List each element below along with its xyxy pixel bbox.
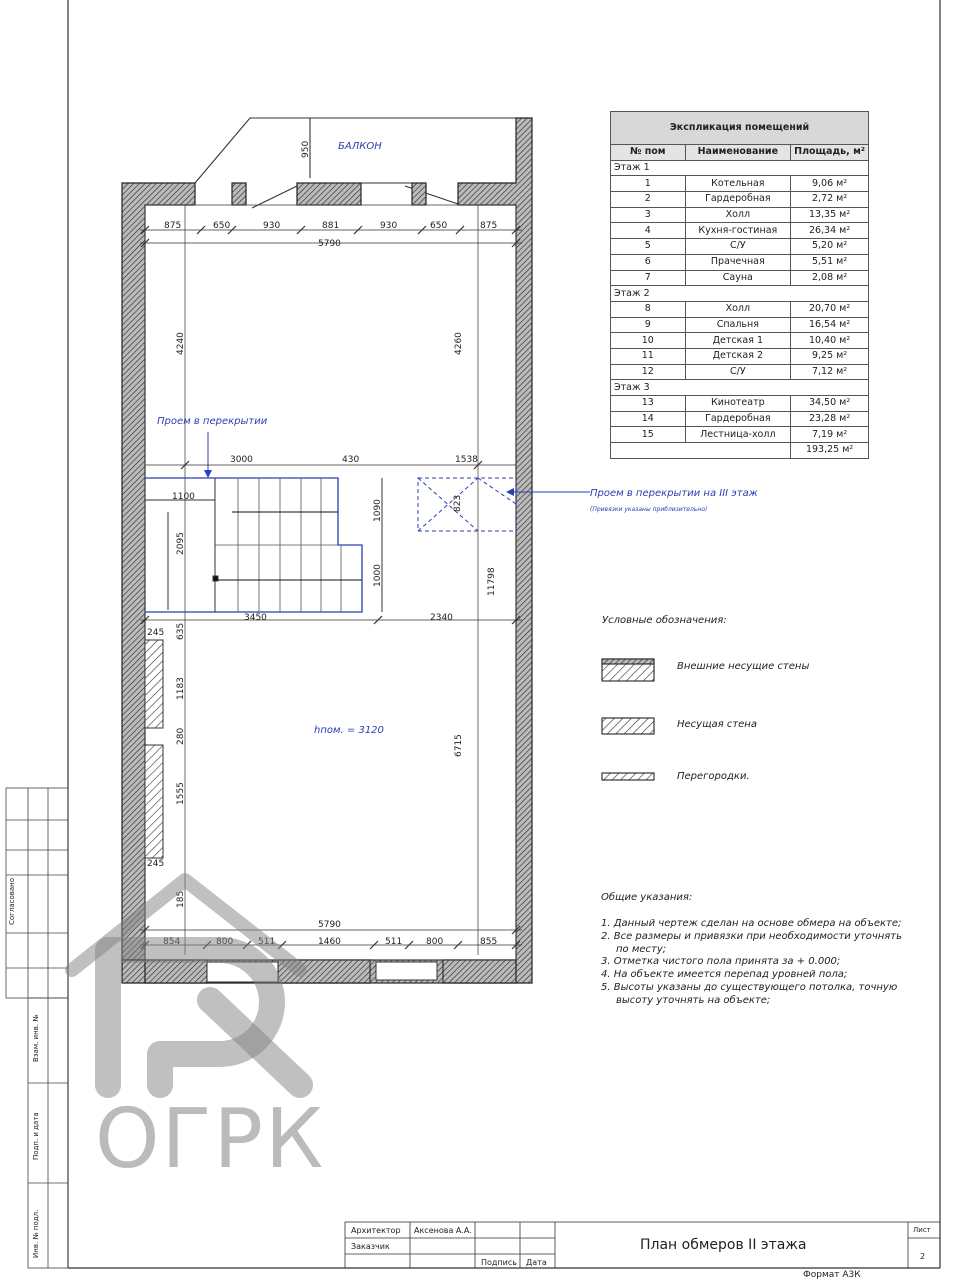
room-area: 20,70 м² [791,301,869,317]
legend-bearing-wall: Несущая стена [677,719,757,730]
room-number: 10 [611,333,686,349]
room-name: Спальня [685,317,791,333]
room-area: 10,40 м² [791,333,869,349]
dim-left-lower-2: 635 [176,622,186,640]
room-name: С/У [685,239,791,255]
legend-partitions: Перегородки. [677,771,750,782]
dim-right-lower: 6715 [454,734,464,757]
dim-bottom-total: 5790 [318,920,341,930]
dim-stair-offset: 430 [342,455,360,465]
dim-bottom-4: 1460 [318,937,341,947]
room-name: Сауна [685,270,791,286]
dim-top-total: 5790 [318,239,341,249]
dim-top-1: 875 [164,221,182,231]
room-name: Гардеробная [685,411,791,427]
left-wall-niches [145,640,163,858]
room-name: Прачечная [685,254,791,270]
architect-role: Архитектор [351,1226,401,1235]
room-number: 2 [611,192,686,208]
dim-bottom-7: 855 [480,937,498,947]
room-number: 11 [611,348,686,364]
room-outline [145,205,516,960]
dim-left-lower-6: 245 [147,859,165,869]
balcony-depth: 950 [301,140,311,158]
col-area-header: Площадь, м² [791,145,869,161]
legend-exterior-walls: Внешние несущие стены [677,661,810,672]
stamp-sign-date: Подп. и дата [32,1112,40,1160]
watermark-text: ОГРК [95,1092,326,1187]
room-name: Детская 1 [685,333,791,349]
sheet-format: Формат А3К [803,1270,861,1280]
room-row [611,223,869,239]
dim-right-total: 11798 [487,567,497,596]
dim-opening3-height: 823 [453,494,463,512]
room-number: 15 [611,427,686,443]
notes-title: Общие указания: [601,892,693,903]
room-area: 9,25 м² [791,348,869,364]
dim-top-5: 930 [380,221,398,231]
floor-row [611,380,869,396]
dim-bottom-3: 511 [258,937,276,947]
room-number: 1 [611,176,686,192]
note-item: 2. Все размеры и привязки при необходимости уточнять [601,930,903,942]
room-name: Лестница-холл [685,427,791,443]
legend-swatches [602,659,654,780]
room-row [611,411,869,427]
dim-top-3: 930 [263,221,281,231]
dim-bottom-right: 2340 [430,613,453,623]
room-row [611,176,869,192]
opening-label: Проем в перекрытии [157,416,268,427]
room-area: 34,50 м² [791,396,869,412]
room-area: 23,28 м² [791,411,869,427]
room-name: Котельная [685,176,791,192]
room-name: С/У [685,364,791,380]
top-dimensions [164,221,497,249]
dim-bottom-2: 800 [216,937,234,947]
floor-row [611,160,869,176]
room-row [611,270,869,286]
room-row [611,192,869,208]
stamp-agreed: Согласовано [8,877,16,925]
dim-bottom-5: 511 [385,937,403,947]
room-height-label: hпом. = 3120 [314,725,384,736]
dim-left-lower-1: 245 [147,628,165,638]
room-name: Детская 2 [685,348,791,364]
opening3-note: (Привязки указаны приблизительно) [590,506,708,513]
dim-landing: 1100 [172,492,195,502]
dim-bottom-1: 854 [163,937,181,947]
room-row [611,333,869,349]
room-number: 3 [611,207,686,223]
room-row [611,207,869,223]
note-item: высоту уточнять на объекте; [616,994,771,1006]
room-area: 16,54 м² [791,317,869,333]
dim-stair-length: 2095 [176,532,186,555]
dim-bottom-6: 800 [426,937,444,947]
room-name: Кухня-гостиная [685,223,791,239]
dim-opening3-top: 1538 [455,455,478,465]
total-row [611,443,869,459]
room-row [611,239,869,255]
room-number: 8 [611,301,686,317]
room-row [611,254,869,270]
note-item: по месту; [616,943,667,955]
room-row [611,396,869,412]
dim-flight-1: 1090 [373,499,383,522]
note-item: 1. Данный чертеж сделан на основе обмера на объекте; [601,918,902,929]
room-number: 12 [611,364,686,380]
dim-left-lower-5: 1555 [176,782,186,805]
col-number-header: № пом [611,145,686,161]
room-number: 7 [611,270,686,286]
stamp-replacement-inv: Взам. инв. № [32,1014,40,1062]
room-area: 7,12 м² [791,364,869,380]
dim-left-lower-3: 1183 [176,677,186,700]
sheet-label: Лист [913,1226,931,1234]
room-number: 4 [611,223,686,239]
col-name-header: Наименование [685,145,791,161]
room-name: Холл [685,301,791,317]
note-item: 5. Высоты указаны до существующего потолка, точную [601,981,898,993]
dim-top-6: 650 [430,221,448,231]
room-name: Холл [685,207,791,223]
legend-title: Условные обозначения: [602,615,727,626]
date-label: Дата [526,1258,547,1267]
total-area: 193,25 м² [791,443,869,459]
room-area: 5,51 м² [791,254,869,270]
opening3-label: Проем в перекрытии на III этаж [590,488,758,499]
opening-3rd-floor [418,478,516,531]
room-area: 26,34 м² [791,223,869,239]
floor-row [611,286,869,302]
room-area: 9,06 м² [791,176,869,192]
floor-label: Этаж 1 [611,160,869,176]
dim-top-4: 881 [322,221,340,231]
sheet-title: План обмеров II этажа [640,1237,807,1253]
room-area: 2,72 м² [791,192,869,208]
room-number: 9 [611,317,686,333]
room-row [611,301,869,317]
note-item: 3. Отметка чистого пола принята за + 0.000; [601,956,841,968]
room-number: 14 [611,411,686,427]
architect-name: Аксенова А.А. [414,1226,472,1235]
dim-bottom-left: 3450 [244,613,267,623]
room-area: 13,35 м² [791,207,869,223]
stamp-original-inv: Инв. № подл. [32,1209,40,1258]
customer-role: Заказчик [351,1242,390,1251]
explication-table [610,111,869,459]
dim-flight-2: 1000 [373,564,383,587]
room-area: 7,19 м² [791,427,869,443]
explication-title: Экспликация помещений [611,112,869,145]
room-name: Гардеробная [685,192,791,208]
room-area: 5,20 м² [791,239,869,255]
dim-right-upper: 4260 [454,332,464,355]
sheet-number: 2 [920,1252,926,1261]
notes-list [601,918,901,1008]
room-number: 13 [611,396,686,412]
explication-body [611,160,869,458]
room-area: 2,08 м² [791,270,869,286]
room-row [611,317,869,333]
room-name: Кинотеатр [685,396,791,412]
signature-label: Подпись [481,1258,517,1267]
room-number: 6 [611,254,686,270]
floor-label: Этаж 3 [611,380,869,396]
dim-stair-width: 3000 [230,455,253,465]
dim-left-lower-4: 280 [176,727,186,745]
note-item: 4. На объекте имеется перепад уровней пола; [601,969,848,981]
room-row [611,427,869,443]
balcony-label: БАЛКОН [338,141,382,152]
dim-left-upper: 4240 [176,332,186,355]
room-row [611,364,869,380]
total-spacer [611,443,791,459]
opening-pointer [204,432,212,478]
dim-top-2: 650 [213,221,231,231]
room-row [611,348,869,364]
room-number: 5 [611,239,686,255]
dim-top-7: 875 [480,221,498,231]
dim-left-lower-7: 185 [176,890,186,908]
floor-label: Этаж 2 [611,286,869,302]
